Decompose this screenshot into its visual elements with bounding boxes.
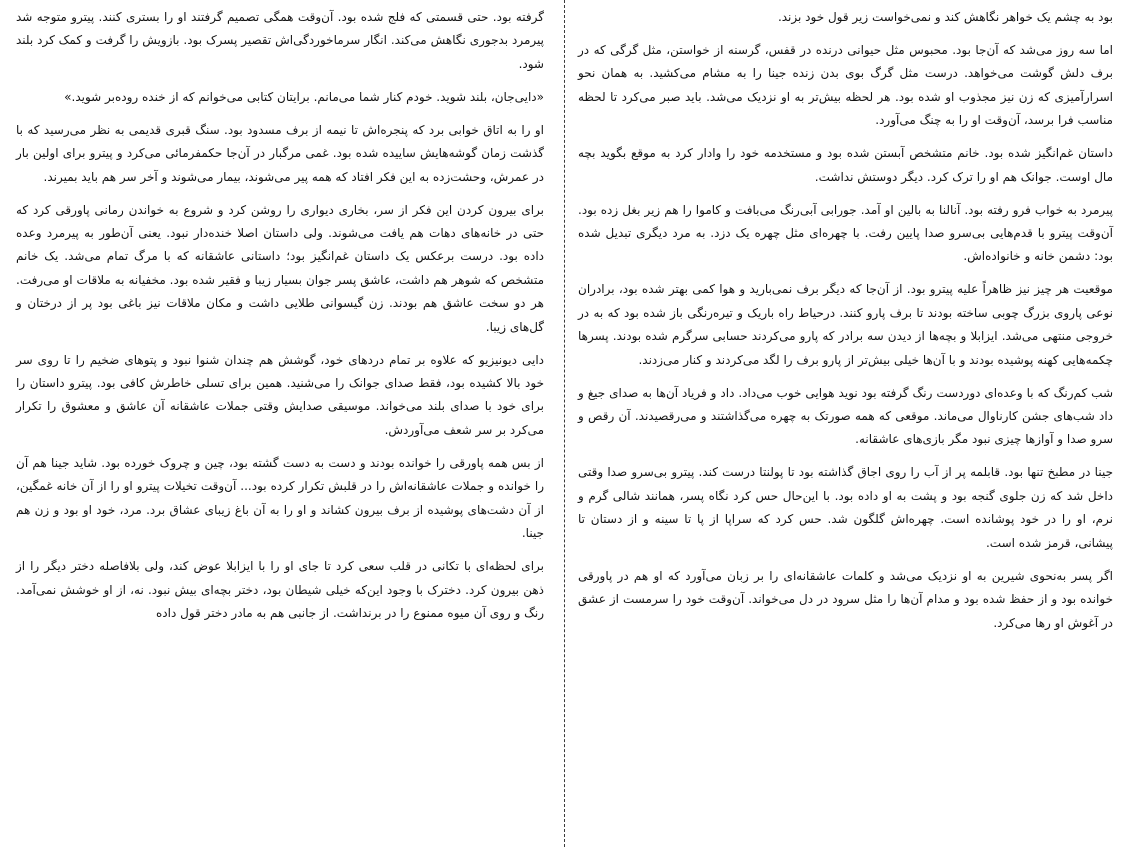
paragraph: اما سه روز می‌شد که آن‌جا بود. محبوس مثل حیوانی درنده در قفس، گرسنه از خواستن، مثل گرگی که در برف دلش گوشت می‌خواهد. درست مثل گرگ بوی بدن زنده جینا را به مشام می‌کشید. به همان نحو اسرارآمیزی که زن نیز مجذوب او شده بود. هر لحظه بیش‌تر به او نزدیک می‌شد. باید صبر می‌کرد تا لحظه مناسب فرا برسد، آن‌وقت او را به چنگ می‌آورد.: [578, 43, 1113, 128]
paragraph: شب کم‌رنگ که با وعده‌ای دوردست رنگ گرفته بود نوید هوایی خوب می‌داد. داد و فریاد آن‌ها به صدای جیغ و داد شب‌های جشن کارناوال می‌ماند. موقعی که همه صورتک به چهره می‌گذاشتند و می‌رقصیدند. آن رقص و سرو صدا و آوازها چیزی نبود مگر بازی‌های عاشقانه.: [578, 385, 1113, 447]
paragraph: گرفته بود. حتی قسمتی که فلج شده بود. آن‌وقت همگی تصمیم گرفتند او را بستری کنند. پیترو متوجه شد پیرمرد بدجوری نگاهش می‌کند. انگار سرماخوردگی‌اش تقصیر پسرک بود. بازویش را گرفت و کمک کرد بلند شود.: [16, 10, 544, 71]
paragraph: بود به چشم یک خواهر نگاهش کند و نمی‌خواست زیر قول خود بزند.: [777, 10, 1113, 24]
paragraph: برای لحظه‌ای با تکانی در قلب سعی کرد تا جای او را با ایزابلا عوض کند، ولی بلافاصله دختر دیگر را از ذهن بیرون کرد. دخترک با وجود این‌که خیلی شیطان بود، دختر بچه‌ای بیش نبود. نه، از او خوشش نمی‌آمد. رنگ و روی آن میوه ممنوع را در برنداشت. از جانبی هم به مادر دختر قول داده: [16, 559, 544, 620]
paragraph: اگر پسر به‌نحوی شیرین به او نزدیک می‌شد و کلمات عاشقانه‌ای را بر زبان می‌آورد که او هم در پاورقی خوانده بود و از حفظ شده بود و مدام آن‌ها را مثل سرود در دل می‌خواند. آن‌وقت خود را سرمست از عشق در آغوش او رها می‌کرد.: [578, 568, 1113, 630]
paragraph: برای بیرون کردن این فکر از سر، بخاری دیواری را روشن کرد و شروع به خواندن رمانی پاورقی کرد که حتی در خانه‌های دهات هم یافت می‌شوند. ولی داستان اصلا خنده‌دار نبود. یعنی آن‌طور به پیرمرد وعده داده بود. درست برعکس یک داستان غم‌انگیز بود؛ داستانی عاشقانه که با مرگ تمام می‌شد. یک خانم متشخص که شوهر هم داشت، عاشق پسر جوان بسیار زیبا و فقیر شده بود. مخفیانه به ملاقات او می‌رفت. هر دو سخت عاشق هم بودند. زن گیسوانی طلایی داشت و مکان ملاقات نیز باغی بود پر از درختان و گل‌های زیبا.: [16, 202, 544, 334]
paragraph: دایی دیونیزیو که علاوه بر تمام دردهای خود، گوشش هم چندان شنوا نبود و پتوهای ضخیم را تا روی سر خود بالا کشیده بود، فقط صدای جوانک را می‌شنید. همین برای تسلی خاطرش کافی بود. پیترو داستان را برای خود با صدای بلند می‌خواند. موسیقی صدایش وقتی جملات عاشقانه آن عاشق و معشوق را تکرار می‌کرد بر سر شعف می‌آوردش.: [16, 352, 544, 437]
paragraph: او را به اتاق خوابی برد که پنجره‌اش تا نیمه از برف مسدود بود. سنگ قبری قدیمی به نظر می‌رسید که با گذشت زمان گوشه‌هایش ساییده شده بود. غمی مرگبار در آن‌جا حکمفرمائی می‌کرد و پیترو برای اولین بار در عمرش، وحشت‌زده به این فکر افتاد که همه پیر می‌شوند، بیمار می‌شوند و آخر سر هم باید بمیرند.: [16, 122, 544, 184]
page-gutter-divider: [564, 0, 565, 847]
paragraph: موقعیت هر چیز نیز ظاهراً علیه پیترو بود. از آن‌جا که دیگر برف نمی‌بارید و هوا کمی بهتر شده بود، برادران نوعی پاروی بزرگ چوبی ساخته بودند تا برف پارو کنند. درحیاط راه باریک و تیره‌رنگی باز شده بود که به در خروجی منتهی می‌شد. ایزابلا و بچه‌ها از دیدن سه برادر که پارو می‌کردند حسابی سرگرم شده بودند. پسرها چکمه‌هایی کهنه پوشیده بودند و با آن‌ها خیلی بیش‌تر از پارو برف را لگد می‌کردند و کنار می‌زدند.: [578, 282, 1113, 367]
right-page-text: [578, 6, 1113, 645]
left-page-text: [16, 6, 544, 635]
paragraph: جینا در مطبخ تنها بود. قابلمه پر از آب را روی اجاق گذاشته بود تا پولنتا درست کند. پیترو بی‌سرو صدا وقتی داخل شد که زن جلوی گنجه بود و پشت به او داده بود. با این‌حال حس کرد نگاه پسر، همانند شالی گرم و نرم، او را در خود پوشانده است. چهره‌اش گلگون شد. حس کرد که سراپا از پا تا سینه و از دستان تا پیشانی، قرمز شده است.: [578, 465, 1113, 550]
paragraph: داستان غم‌انگیز شده بود. خانم متشخص آبستن شده بود و مستخدمه خود را وادار کرد به موقع بگوید بچه مال اوست. جوانک هم او را ترک کرد. دیگر دوستش نداشت.: [578, 146, 1113, 184]
paragraph: از بس همه پاورقی را خوانده بودند و دست به دست گشته بود، چین و چروک خورده بود. شاید جینا هم آن را خوانده و جملات عاشقانه‌اش را در قلبش تکرار کرده بود... آن‌وقت تخیلات پیترو او را از آن خانه غمگین، از آن دشت‌های پوشیده از برف بیرون کشاند و او را به آن باغ زیبای عشاق برد. مرد، خود او بود و زن هم جینا.: [16, 455, 544, 541]
paragraph: «دایی‌جان، بلند شوید. خودم کنار شما می‌مانم. برایتان کتابی می‌خوانم که از خنده روده‌بر شوید.»: [64, 89, 544, 104]
paragraph: پیرمرد به خواب فرو رفته بود. آنالنا به بالین او آمد. جورابی آبی‌رنگ می‌بافت و کاموا را هم زیر بغل زده بود. آن‌وقت پیترو با قدم‌هایی بی‌سرو صدا پایین رفت. با چهره‌ای مثل چهره یک دزد. به مرد دیگری تبدیل شده بود: دشمن خانه و خانواده‌اش.: [578, 202, 1113, 264]
